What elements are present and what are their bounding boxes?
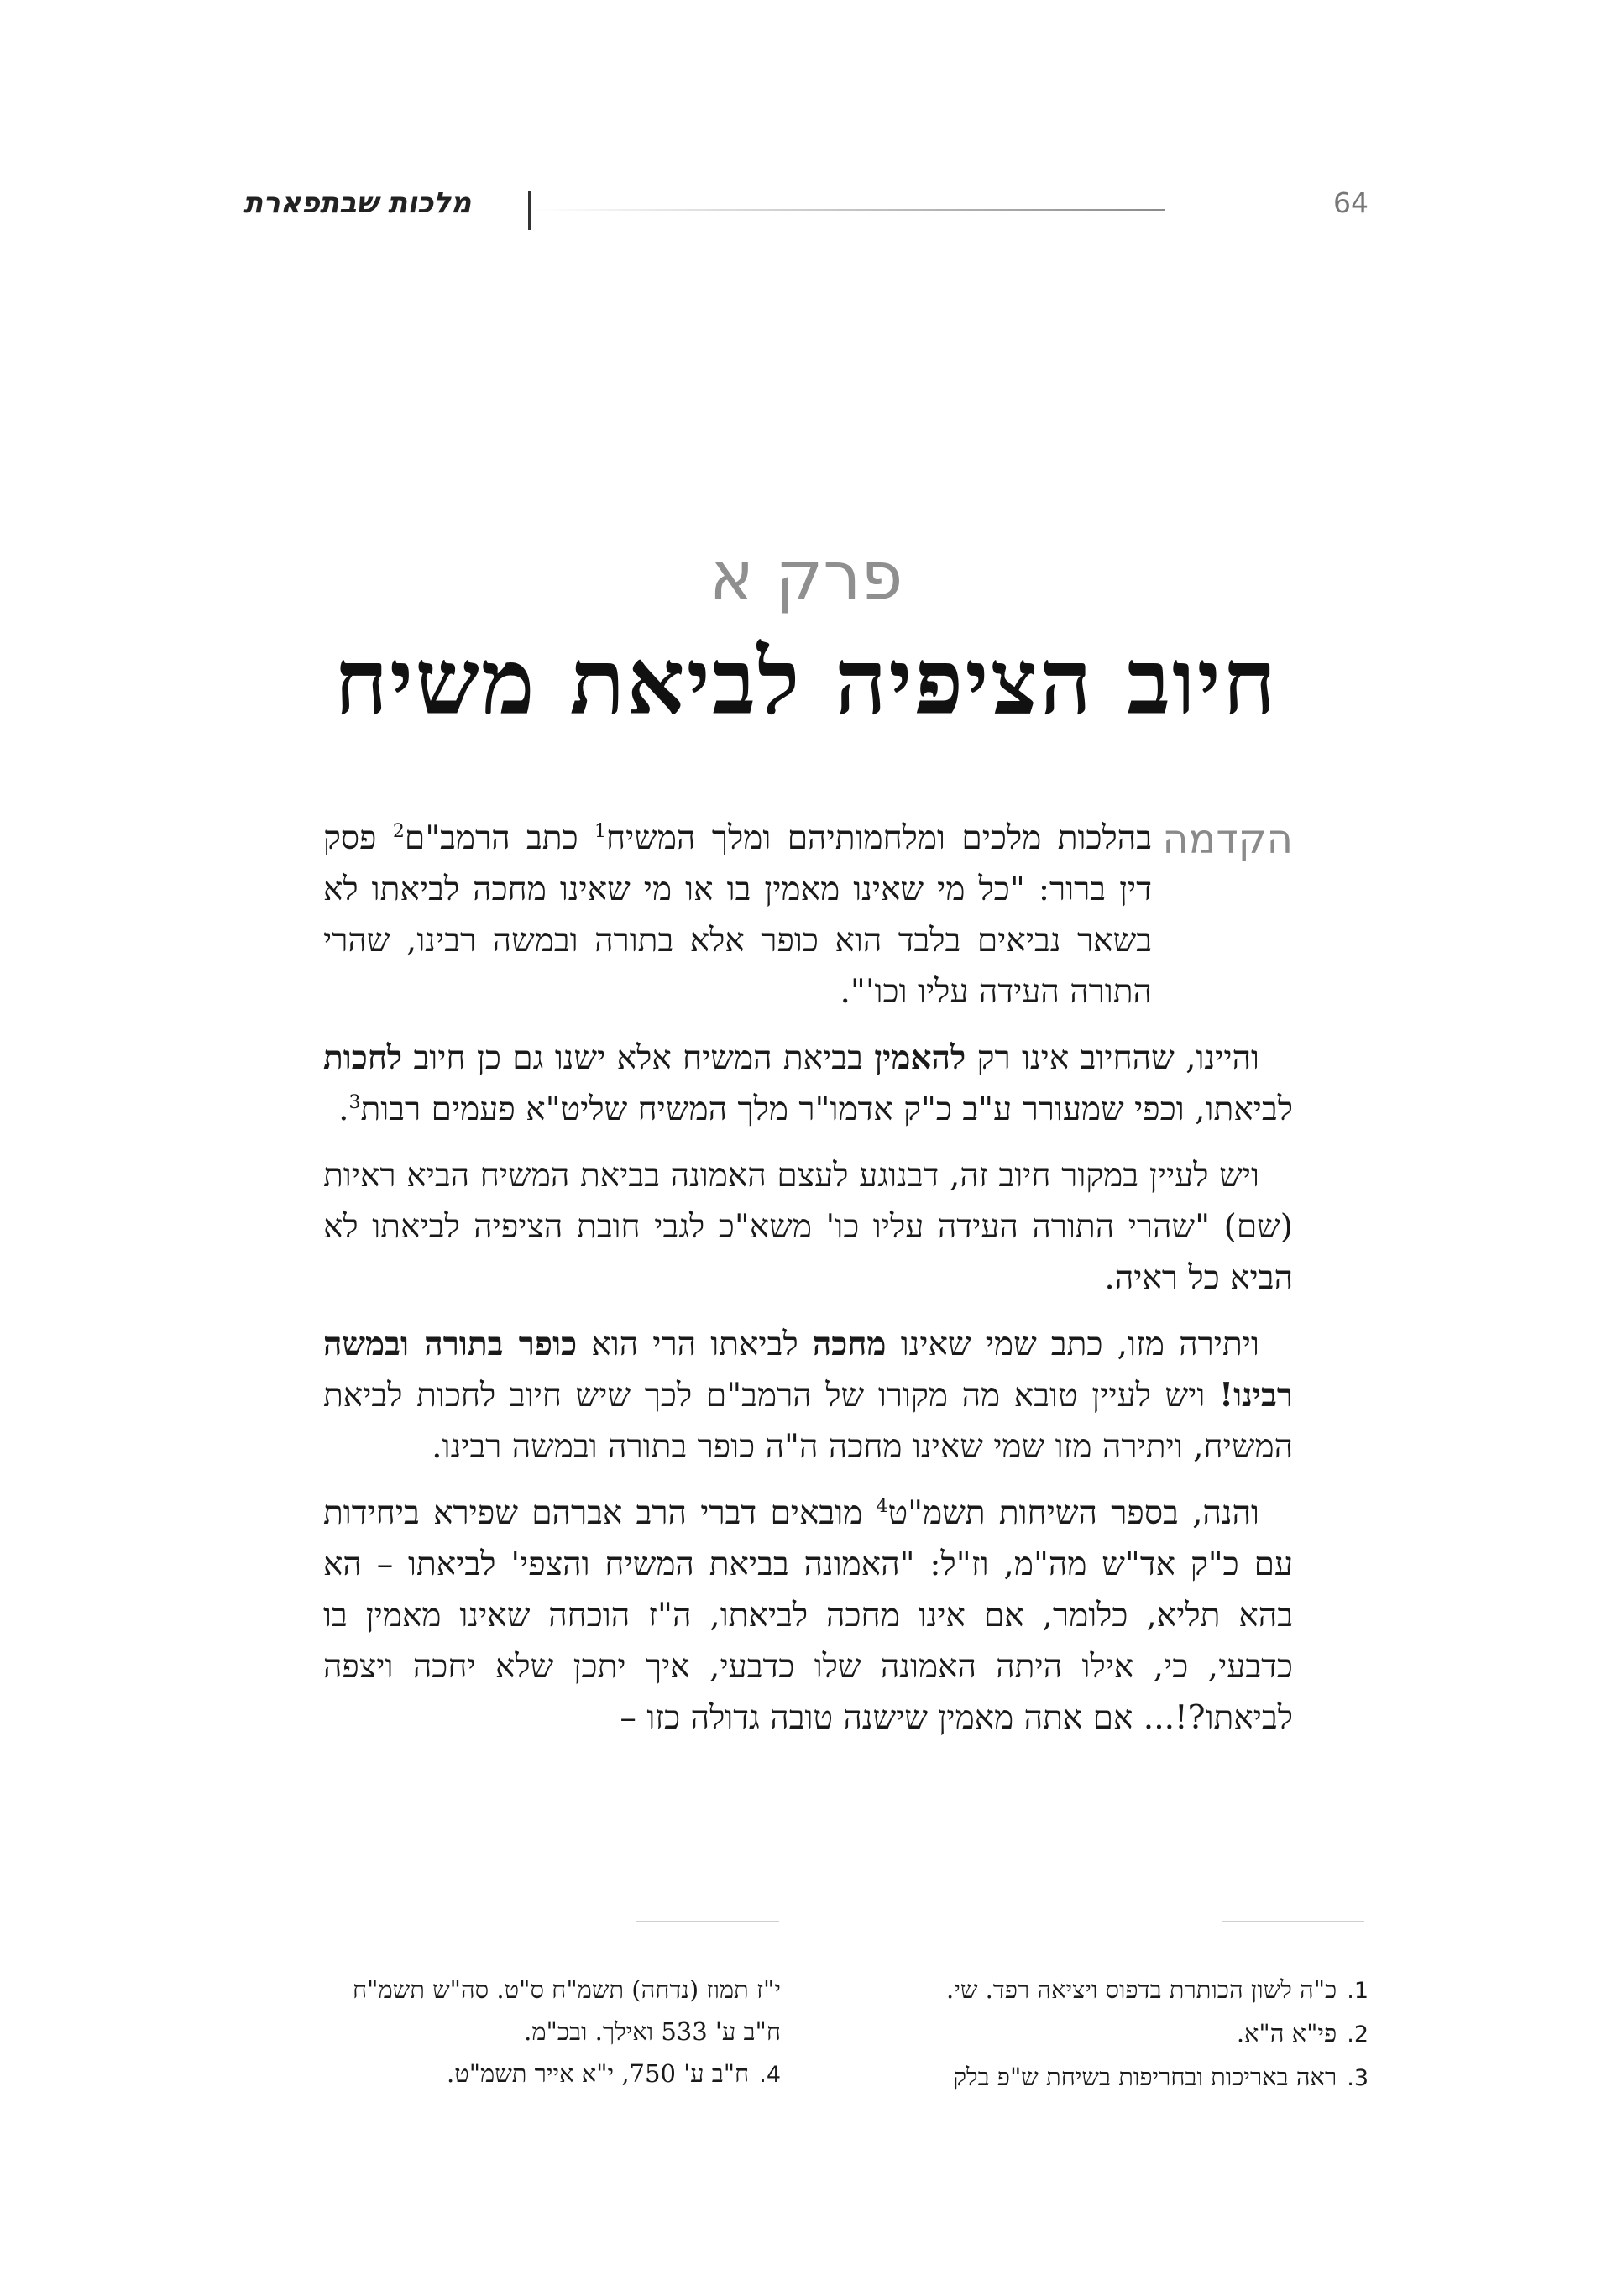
paragraph-5 (323, 1488, 1293, 1744)
p2-bold-await: לחכות (323, 1038, 403, 1077)
paragraph-3: ויש לעיין במקור חיוב זה, דבנוגע לעצם האמונה בביאת המשיח הביא ראיות (שם) "שהרי התורה העידה עליו כו' משא"כ לגבי חובת הציפיה לביאתו לא הביא כל ראיה. (323, 1157, 1293, 1297)
chapter-label: פרק א (709, 537, 903, 615)
p1-text-b: כתב הרמב"ם (404, 819, 595, 857)
p2-text-d: לביאתו, וכפי שמעורר ע"ב כ"ק אדמו"ר מלך המשיח שליט"א פעמים רבות (360, 1090, 1293, 1128)
footnotes-column-right (806, 1969, 1369, 2100)
footnote-4-number: 4. (759, 2062, 781, 2088)
chapter-title: חיוב הציפיה לביאת משיח (334, 630, 1278, 735)
footnote-3-continued-line-1: י"ז תמוז (נדחה) תשמ"ח ס"ט. סה"ש תשמ"ח (352, 1975, 781, 2004)
p4-bold-denier: כופר בתורה ובמשה רבינו! (323, 1325, 1293, 1415)
footnote-1-number: 1. (1347, 1978, 1369, 2004)
header-rule (534, 209, 1165, 211)
footnote-2-text: פי"א ה"א. (1236, 2019, 1337, 2048)
footnote-4 (243, 2053, 781, 2096)
paragraph-2 (323, 1033, 1293, 1135)
footnote-1 (806, 1969, 1369, 2012)
paragraph-1 (323, 813, 1152, 1017)
footnote-rule-left (636, 1921, 779, 1922)
footnote-2 (806, 2012, 1369, 2056)
footnote-ref-2: 2 (392, 821, 405, 842)
p4-bold-awaits: מחכה (812, 1325, 887, 1363)
footnote-4-text: ח"ב ע' 750, י"א אייר תשמ"ט. (446, 2059, 750, 2088)
footnote-ref-1: 1 (594, 821, 607, 842)
footnote-ref-4: 4 (876, 1496, 888, 1517)
page-number: 64 (1333, 186, 1369, 219)
p1-text-c: פסק דין ברור: "כל מי שאינו מאמין בו או מי שאינו מחכה לביאתו לא בשאר נביאים בלבד הוא כופר אלא בתורה ובמשה רבינו, שהרי התורה העידה עליו וכו'". (323, 819, 1152, 1011)
main-text (323, 813, 1293, 1759)
footnote-3-continued-line-2: ח"ב ע' 533 ואילך. ובכ"מ. (524, 2017, 781, 2046)
p2-text-e: . (338, 1090, 349, 1128)
footnotes-column-left (243, 1969, 781, 2096)
p4-text-a: ויתירה מזו, כתב שמי שאינו (886, 1326, 1260, 1363)
header-bar (528, 191, 531, 230)
footnote-2-number: 2. (1347, 2021, 1369, 2048)
p5-text-b: מובאים דברי הרב אברהם שפירא ביחידות עם כ"ק אד"ש מה"מ, וז"ל: "האמונה בביאת המשיח והצפי' לביאתו – הא בהא תליא, כלומר, אם אינו מחכה לביאתו, ה"ז הוכחה שאינו מאמין בו כדבעי, כי, אילו היתה האמונה שלו כדבעי, איך יתכן שלא יחכה ויצפה לביאתו?!... אם אתה מאמין שישנה טובה גדולה כזו – (323, 1494, 1293, 1737)
running-title: מלכות שבתפארת (243, 186, 472, 220)
p2-text-a: והיינו, שהחיוב אינו רק (966, 1039, 1259, 1077)
p4-text-d: ויש לעיין טובא מה מקורו של הרמב"ם לכך שיש חיוב לחכות לביאת המשיח, ויתירה מזו שמי שאינו מחכה ה"ה כופר בתורה ובמשה רבינו. (323, 1377, 1293, 1466)
p1-text-a: בהלכות מלכים ומלחמותיהם ומלך המשיח (606, 819, 1152, 857)
p2-text-c: בביאת המשיח אלא ישנו גם כן חיוב (402, 1039, 875, 1077)
footnote-3-text: ראה באריכות ובחריפות בשיחת ש"פ בלק (953, 2063, 1337, 2091)
footnote-3 (806, 2056, 1369, 2100)
p2-bold-believe: להאמין (874, 1038, 966, 1077)
p4-text-c: לביאתו הרי הוא (577, 1326, 813, 1363)
footnote-3-number: 3. (1347, 2065, 1369, 2091)
footnote-rule-right (1222, 1921, 1364, 1922)
paragraph-4 (323, 1319, 1293, 1472)
p5-text-a: והנה, בספר השיחות תשמ"ט (887, 1494, 1259, 1532)
footnote-ref-3: 3 (348, 1092, 361, 1113)
footnote-1-text: כ"ה לשון הכותרת בדפוס ויציאה רפד. שי. (946, 1975, 1337, 2004)
intro-label: הקדמה (1162, 816, 1293, 863)
